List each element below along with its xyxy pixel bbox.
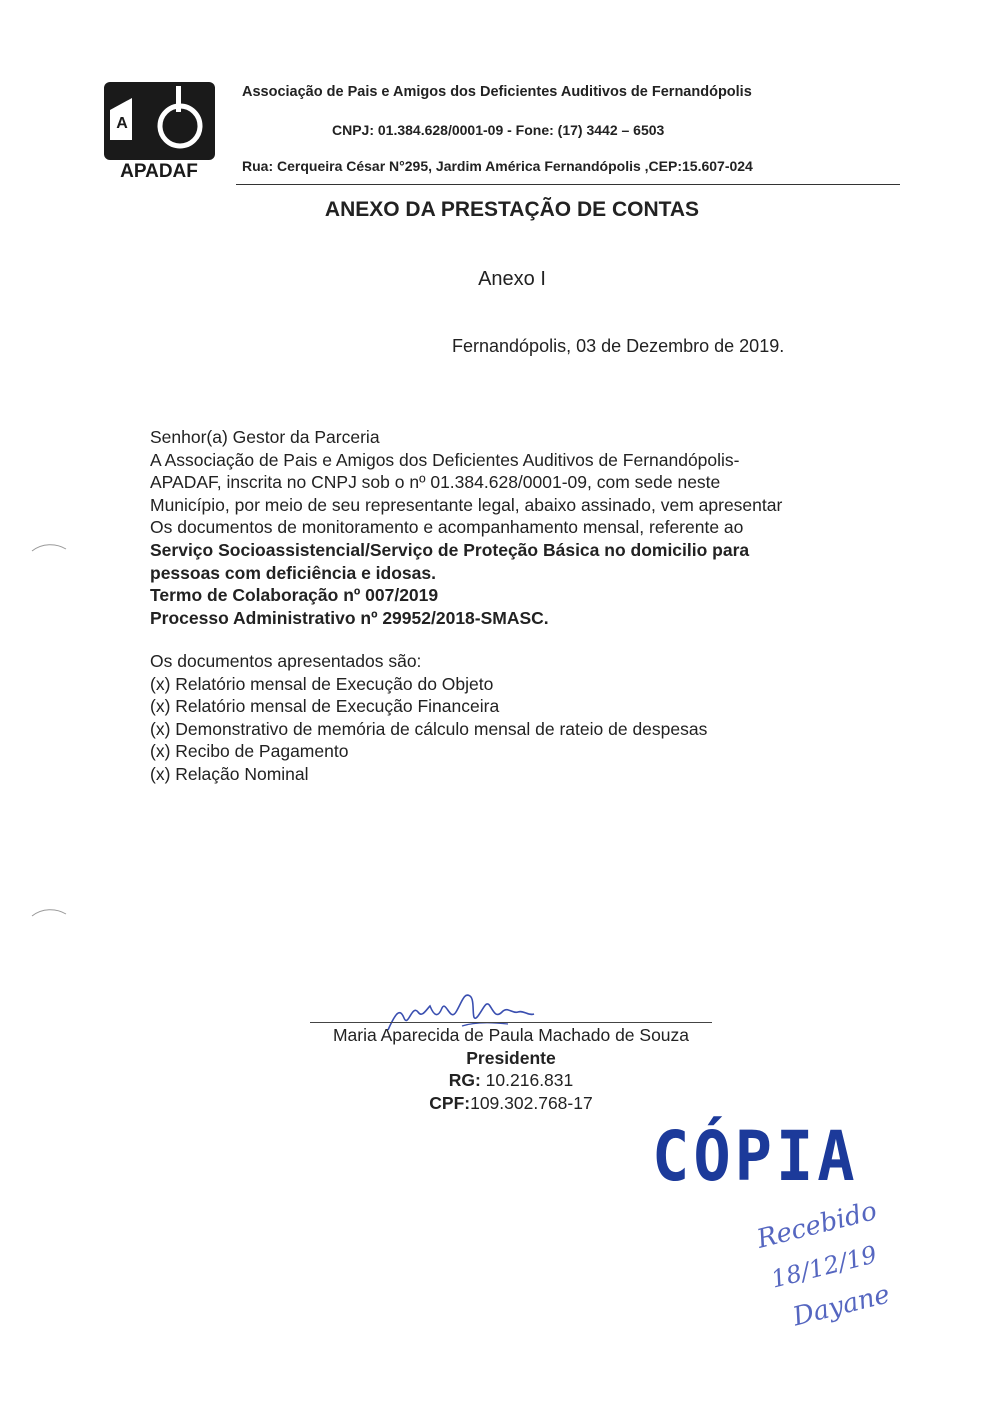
received-date: 18/12/19 (768, 1240, 880, 1294)
received-word: Recebido (754, 1196, 880, 1255)
paragraph-line: A Associação de Pais e Amigos dos Deficientes Auditivos de Fernandópolis- (150, 449, 740, 470)
signatory-role: Presidente (466, 1047, 556, 1068)
received-by: Dayane (789, 1279, 893, 1333)
date-line: Fernandópolis, 03 de Dezembro de 2019. (452, 336, 785, 356)
document-item: (x) Recibo de Pagamento (150, 741, 349, 762)
signature-line (310, 1022, 712, 1023)
document-item: (x) Relação Nominal (150, 763, 309, 784)
cnpj-phone-line: CNPJ: 01.384.628/0001-09 - Fone: (17) 3442 – 6503 (332, 122, 665, 138)
signatory-cpf: CPF:109.302.768-17 (429, 1092, 593, 1113)
paragraph-line: Os documentos de monitoramento e acompanhamento mensal, referente ao (150, 517, 744, 538)
copy-stamp: CÓPIA (652, 1116, 859, 1197)
organization-name: Associação de Pais e Amigos dos Deficientes Auditivos de Fernandópolis (242, 84, 752, 100)
signatory-name: Maria Aparecida de Paula Machado de Souza (332, 1025, 690, 1045)
received-note (756, 1190, 916, 1340)
svg-text:A: A (116, 115, 128, 132)
annex-heading: Anexo I (478, 268, 546, 290)
letterhead-divider (236, 184, 900, 185)
process-line: Processo Administrativo nº 29952/2018-SMASC. (150, 607, 549, 628)
paragraph-line: APADAF, inscrita no CNPJ sob o nº 01.384.628/0001-09, com sede neste (150, 472, 721, 493)
service-line: pessoas com deficiência e idosas. (150, 562, 436, 583)
service-line: Serviço Socioassistencial/Serviço de Proteção Básica no domicilio para (150, 539, 750, 560)
document-item: (x) Demonstrativo de memória de cálculo mensal de rateio de despesas (150, 718, 708, 739)
logo-wordmark: APADAF (120, 161, 198, 180)
scan-mark (30, 905, 68, 917)
documents-intro: Os documentos apresentados são: (150, 651, 422, 671)
apadaf-logo (102, 80, 217, 180)
address-line: Rua: Cerqueira César N°295, Jardim América Fernandópolis ,CEP:15.607-024 (242, 158, 753, 174)
term-line: Termo de Colaboração nº 007/2019 (150, 585, 439, 606)
letter-body (150, 426, 870, 629)
signatory-rg: RG: 10.216.831 (448, 1070, 574, 1090)
salutation: Senhor(a) Gestor da Parceria (150, 427, 380, 447)
document-item: (x) Relatório mensal de Execução Financeira (150, 696, 500, 717)
paragraph-line: Município, por meio de seu representante legal, abaixo assinado, vem apresentar (150, 494, 783, 515)
document-item: (x) Relatório mensal de Execução do Objeto (150, 673, 494, 694)
documents-list (150, 650, 850, 786)
signatory-block (310, 1024, 712, 1114)
document-title: ANEXO DA PRESTAÇÃO DE CONTAS (324, 198, 700, 221)
scan-mark (30, 540, 68, 552)
